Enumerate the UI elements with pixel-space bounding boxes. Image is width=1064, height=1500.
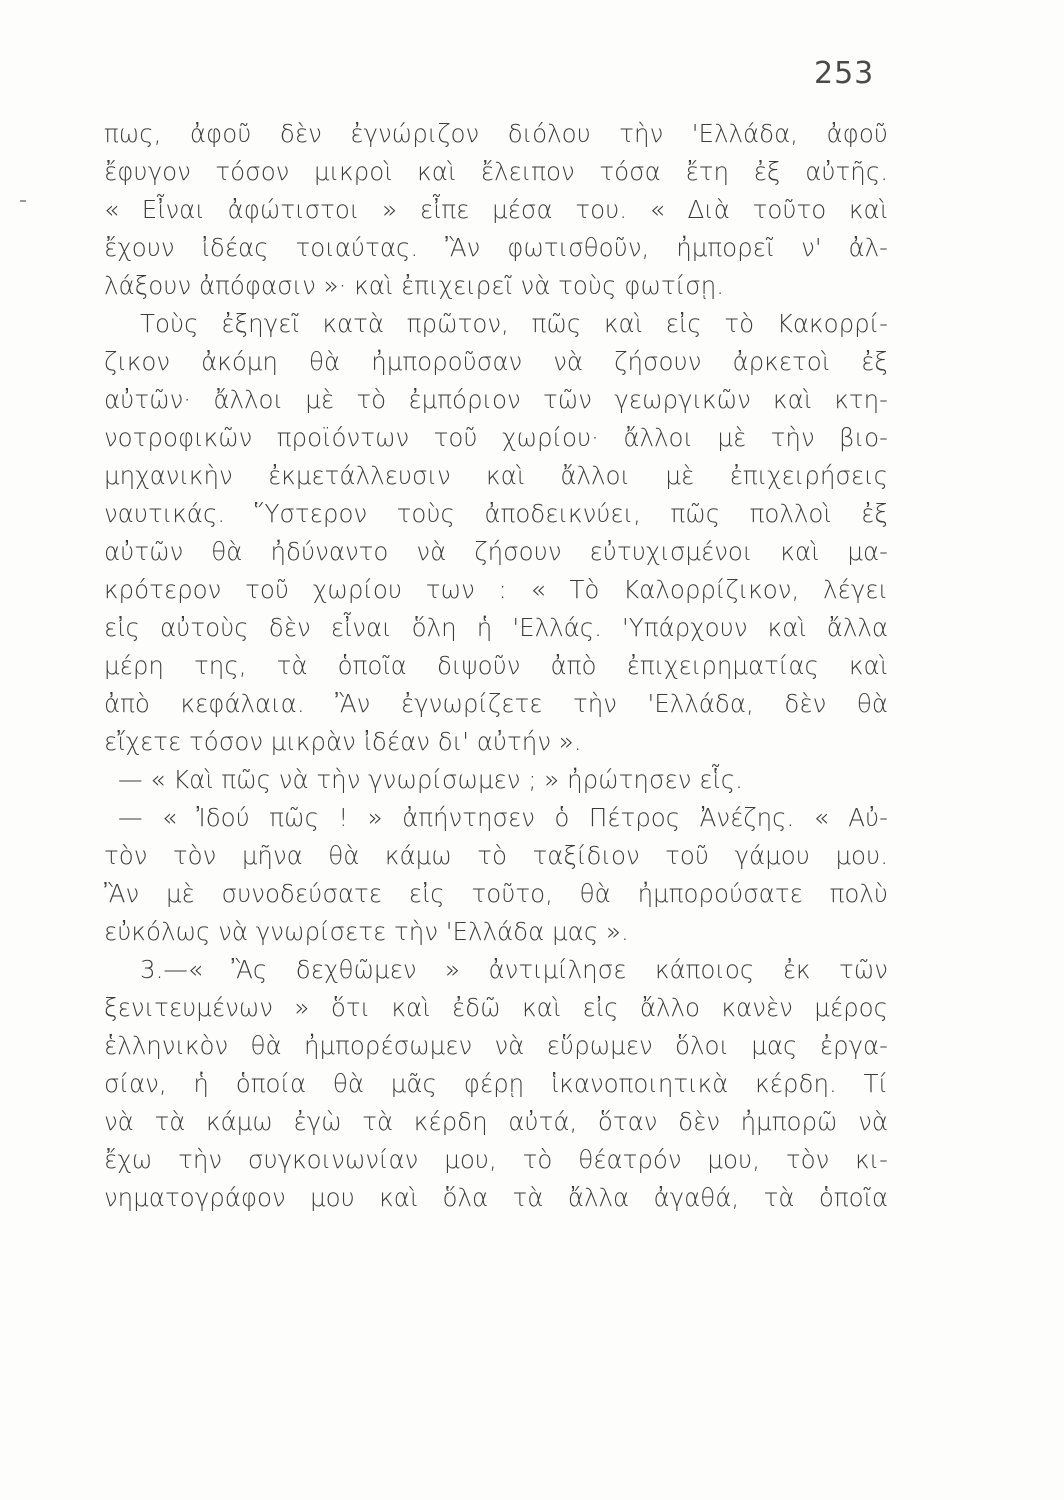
text-line: λάξουν ἀπόφασιν »· καὶ ἐπιχειρεῖ νὰ τοὺς φωτίσῃ. [104, 271, 725, 300]
text-line: εὐκόλως νὰ γνωρίσετε τὴν 'Ελλάδα μας ». [104, 917, 629, 946]
text-line: « Εἶναι ἀφώτιστοι » εἶπε μέσα του. « Διὰ τοῦτο καὶ [104, 195, 888, 224]
text-line: εἴχετε τόσον μικρὰν ἰδέαν δι' αὐτήν ». [104, 727, 582, 756]
text-line: — « Ἰδού πῶς ! » ἀπήντησεν ὁ Πέτρος Ἀνέζης. « Αὐ- [118, 803, 888, 832]
text-line: νηματογράφον μου καὶ ὅλα τὰ ἄλλα ἀγαθά, τὰ ὁποῖα [104, 1183, 888, 1212]
text-line: κρότερον τοῦ χωρίου των : « Τὸ Καλορρίζικον, λέγει [104, 575, 888, 604]
text-line: Ἂν μὲ συνοδεύσατε εἰς τοῦτο, θὰ ἠμπορούσατε πολὺ [104, 879, 888, 908]
text-line: ἑλληνικὸν θὰ ἠμπορέσωμεν νὰ εὕρωμεν ὅλοι μας ἐργα- [104, 1031, 888, 1060]
text-line: νὰ τὰ κάμω ἐγὼ τὰ κέρδη αὐτά, ὅταν δὲν ἠμπορῶ νὰ [104, 1107, 888, 1136]
text-line: — « Καὶ πῶς νὰ τὴν γνωρίσωμεν ; » ἠρώτησεν εἷς. [118, 765, 743, 794]
text-line: ξενιτευμένων » ὅτι καὶ ἐδῶ καὶ εἰς ἄλλο κανὲν μέρος [104, 993, 888, 1022]
text-line: ἔχουν ἰδέας τοιαύτας. Ἂν φωτισθοῦν, ἠμπορεῖ ν' ἀλ- [104, 233, 888, 262]
page-number: 253 [814, 56, 875, 91]
text-line: τὸν τὸν μῆνα θὰ κάμω τὸ ταξίδιον τοῦ γάμου μου. [104, 841, 888, 870]
text-line: αὐτῶν θὰ ἠδύναντο νὰ ζήσουν εὐτυχισμένοι καὶ μα- [104, 537, 888, 566]
text-line: 3.—« Ἂς δεχθῶμεν » ἀντιμίλησε κάποιος ἐκ τῶν [140, 955, 888, 984]
text-line: ζικον ἀκόμη θὰ ἠμποροῦσαν νὰ ζήσουν ἀρκετοὶ ἐξ [104, 347, 888, 376]
text-line: ναυτικάς. Ὕστερον τοὺς ἀποδεικνύει, πῶς πολλοὶ ἐξ [104, 499, 888, 528]
text-line: εἰς αὐτοὺς δὲν εἶναι ὅλη ἡ 'Ελλάς. 'Υπάρχουν καὶ ἄλλα [104, 613, 888, 642]
text-line: μέρη της, τὰ ὁποῖα διψοῦν ἀπὸ ἐπιχειρηματίας καὶ [104, 651, 888, 680]
text-line: ἔχω τὴν συγκοινωνίαν μου, τὸ θέατρόν μου, τὸν κι- [104, 1145, 888, 1174]
text-line: ἔφυγον τόσον μικροὶ καὶ ἔλειπον τόσα ἔτη ἐξ αὐτῆς. [104, 157, 888, 186]
margin-mark [20, 200, 26, 202]
text-line: νοτροφικῶν προϊόντων τοῦ χωρίου· ἄλλοι μὲ τὴν βιο- [104, 423, 888, 452]
text-line: Τοὺς ἐξηγεῖ κατὰ πρῶτον, πῶς καὶ εἰς τὸ Κακορρί- [140, 309, 888, 338]
text-line: μηχανικὴν ἐκμετάλλευσιν καὶ ἄλλοι μὲ ἐπιχειρήσεις [104, 461, 888, 490]
text-line: ἀπὸ κεφάλαια. Ἂν ἐγνωρίζετε τὴν 'Ελλάδα, δὲν θὰ [104, 689, 888, 718]
text-line: σίαν, ἡ ὁποία θὰ μᾶς φέρῃ ἱκανοποιητικὰ κέρδη. Τί [104, 1069, 888, 1098]
text-line: αὐτῶν· ἄλλοι μὲ τὸ ἐμπόριον τῶν γεωργικῶν καὶ κτη- [104, 385, 888, 414]
text-line: πως, ἀφοῦ δὲν ἐγνώριζον διόλου τὴν 'Ελλάδα, ἀφοῦ [104, 119, 888, 148]
